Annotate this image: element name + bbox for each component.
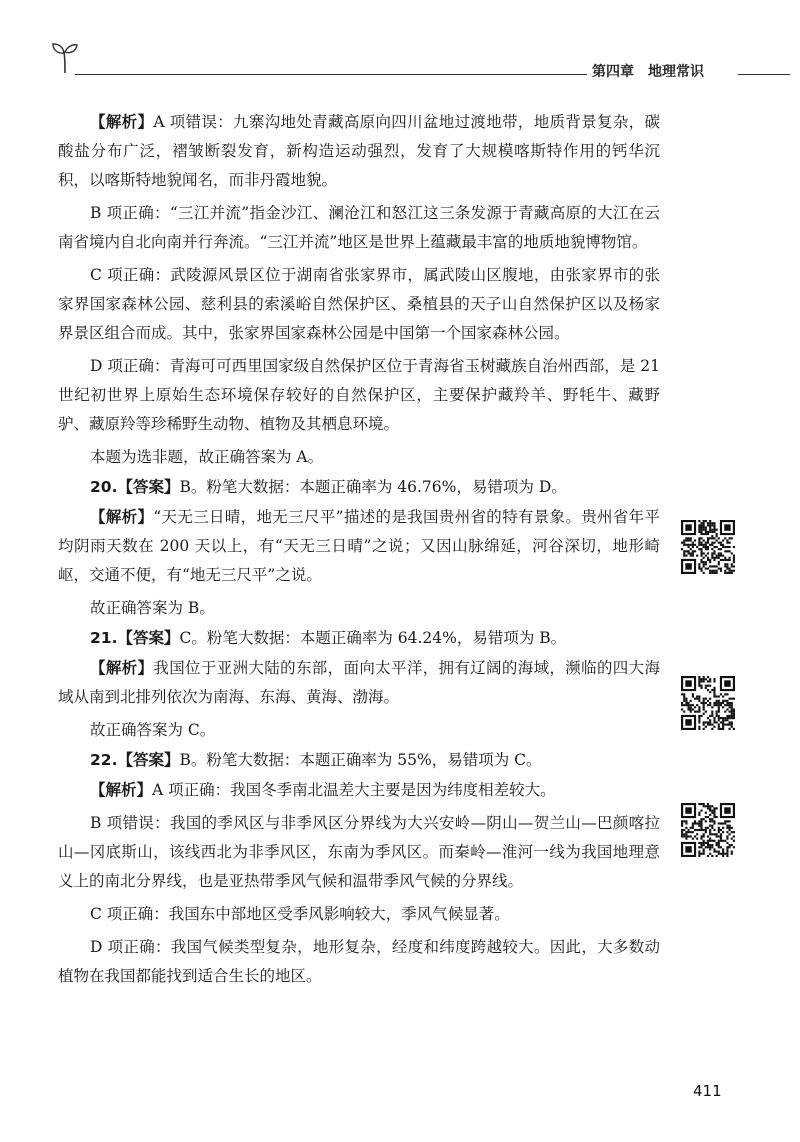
paragraph: 本题为选非题，故正确答案为 A。 bbox=[90, 448, 324, 466]
answer-line-21: 21.【答案】C。粉笔大数据：本题正确率为 64.24%，易错项为 B。 bbox=[90, 629, 567, 647]
paragraph: 故正确答案为 B。 bbox=[90, 599, 215, 617]
paragraph: 【解析】A 项错误：九寨沟地处青藏高原向四川盆地过渡地带，地质背景复杂，碳酸盐分布广泛，褶皱断裂发育，新构造运动强烈，发育了大规模喀斯特作用的钙华沉积，以喀斯特地貌闻名，而非丹霞地貌。 bbox=[58, 113, 660, 189]
paragraph: 【解析】“天无三日晴，地无三尺平”描述的是我国贵州省的特有景象。贵州省年平均阴雨天数在 200 天以上，有“天无三日晴”之说；又因山脉绵延，河谷深切，地形崎岖，交通不便，有“地无三尺平”之说。 bbox=[58, 508, 660, 584]
paragraph: 【解析】我国位于亚洲大陆的东部，面向太平洋，拥有辽阔的海域，濒临的四大海域从南到北排列依次为南海、东海、黄海、渤海。 bbox=[58, 659, 660, 706]
answer-line-20: 20.【答案】B。粉笔大数据：本题正确率为 46.76%，易错项为 D。 bbox=[90, 478, 567, 496]
page-header bbox=[0, 0, 800, 100]
paragraph: B 项错误：我国的季风区与非季风区分界线为大兴安岭—阴山—贺兰山—巴颜喀拉山—冈底斯山，该线西北为非季风区，东南为季风区。而秦岭—淮河一线为我国地理意义上的南北分界线，也是亚热带季风气候和温带季风气候的分界线。 bbox=[58, 814, 660, 890]
chapter-heading bbox=[592, 61, 704, 81]
paragraph: 【解析】A 项正确：我国冬季南北温差大主要是因为纬度相差较大。 bbox=[90, 781, 556, 799]
answer-line-22: 22.【答案】B。粉笔大数据：本题正确率为 55%，易错项为 C。 bbox=[90, 751, 542, 769]
answer-explanations bbox=[58, 108, 660, 995]
answer-label: 21.【答案】 bbox=[90, 629, 180, 647]
label: 【解析】 bbox=[90, 113, 154, 131]
paragraph: C 项正确：我国东中部地区受季风影响较大，季风气候显著。 bbox=[90, 905, 510, 923]
paragraph: B 项正确：“三江并流”指金沙江、澜沧江和怒江这三条发源于青藏高原的大江在云南省境内自北向南并行奔流。“三江并流”地区是世界上蕴藏最丰富的地质地貌博物馆。 bbox=[58, 204, 660, 251]
paragraph: 故正确答案为 C。 bbox=[90, 721, 216, 739]
answer-label: 20.【答案】 bbox=[90, 478, 180, 496]
page-number: 411 bbox=[693, 1082, 722, 1100]
chapter-title: 地理常识 bbox=[648, 64, 704, 80]
paragraph: D 项正确：我国气候类型复杂，地形复杂，经度和纬度跨越较大。因此，大多数动植物在我国都能找到适合生长的地区。 bbox=[58, 938, 660, 985]
qr-code-icon[interactable] bbox=[681, 803, 735, 857]
paragraph: D 项正确：青海可可西里国家级自然保护区位于青海省玉树藏族自治州西部，是 21 世纪初世界上原始生态环境保存较好的自然保护区，主要保护藏羚羊、野牦牛、藏野驴、藏原羚等珍稀野生动物、植物及其栖息环境。 bbox=[58, 357, 660, 433]
answer-label: 22.【答案】 bbox=[90, 751, 180, 769]
sprout-icon bbox=[52, 40, 78, 74]
header-rule-left bbox=[75, 74, 587, 75]
paragraph: C 项正确：武陵源风景区位于湖南省张家界市，属武陵山区腹地，由张家界市的张家界国家森林公园、慈利县的索溪峪自然保护区、桑植县的天子山自然保护区以及杨家界景区组合而成。其中，张家界国家森林公园是中国第一个国家森林公园。 bbox=[58, 266, 660, 342]
chapter-number: 第四章 bbox=[592, 64, 634, 80]
qr-code-icon[interactable] bbox=[681, 676, 735, 730]
header-rule-right bbox=[738, 74, 790, 75]
qr-code-icon[interactable] bbox=[681, 520, 735, 574]
